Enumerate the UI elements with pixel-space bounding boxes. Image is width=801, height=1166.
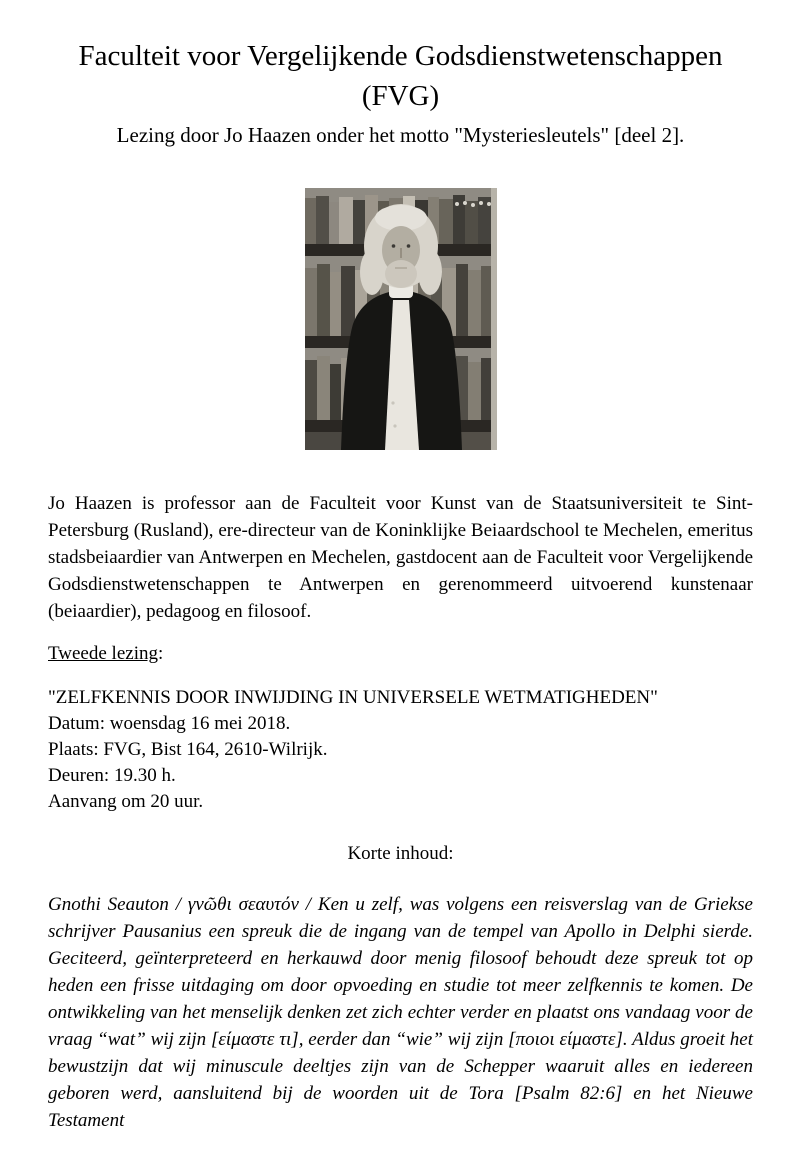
lecture-date: Datum: woensdag 16 mei 2018. — [48, 713, 291, 734]
portrait-photo-illustration — [305, 188, 497, 450]
second-lecture-heading-colon: : — [157, 643, 164, 664]
document-subtitle: Lezing door Jo Haazen onder het motto "Mysteriesleutels" [deel 2]. — [116, 123, 685, 147]
lecture-title: "ZELFKENNIS DOOR INWIJDING IN UNIVERSELE WETMATIGHEDEN" — [48, 687, 658, 708]
lecture-doors-time: Deuren: 19.30 h. — [48, 765, 176, 786]
lecture-location: Plaats: FVG, Bist 164, 2610-Wilrijk. — [48, 739, 328, 760]
intro-paragraph: Jo Haazen is professor aan de Faculteit voor Kunst van de Staatsuniversiteit te Sint-Petersburg (Rusland), ere-directeur van de Koninklijke Beiaardschool te Mechelen, emeritus stadsbeiaardier van Antwerpen en Mechelen, gastdocent aan de Faculteit voor Vergelijkende Godsdienstwetenschappen te Antwerpen en gerenommeerd uitvoerend kunstenaar (beiaardier), pedagoog en filosoof. — [48, 493, 753, 622]
lecture-start-time: Aanvang om 20 uur. — [48, 791, 204, 812]
title-line2: (FVG) — [361, 80, 440, 112]
summary-heading: Korte inhoud: — [347, 843, 454, 864]
lecture-info-block — [48, 685, 753, 815]
document-title — [48, 36, 753, 116]
summary-paragraph: Gnothi Seauton / γνῶθι σεαυτόν / Ken u zelf, was volgens een reisverslag van de Griekse schrijver Pausanius een spreuk die de ingang van de tempel van Apollo in Delphi sierde. Geciteerd, geïnterpreteerd en herkauwd door menig filosoof behoudt deze spreuk tot op heden een frisse uitdaging om door opvoeding en studie tot meer zelfkennis te komen. De ontwikkeling van het menselijk denken zet zich echter verder en plaatst ons vandaag voor de vraag “wat” wij zijn [είμαστε τι], eerder dan “wie” wij zijn [ποιοι είμαστε]. Aldus groeit het bewustzijn dat wij minuscule deeltjes zijn van de Schepper waaruit alles en iedereen geboren werd, aansluitend bij de woorden uit de Tora [Psalm 82:6] en het Nieuwe Testament — [48, 894, 753, 1131]
portrait-photo — [305, 188, 497, 450]
second-lecture-heading-text: Tweede lezing — [48, 643, 158, 664]
second-lecture-heading — [48, 640, 753, 667]
title-line1: Faculteit voor Vergelijkende Godsdienstwetenschappen — [78, 40, 723, 72]
